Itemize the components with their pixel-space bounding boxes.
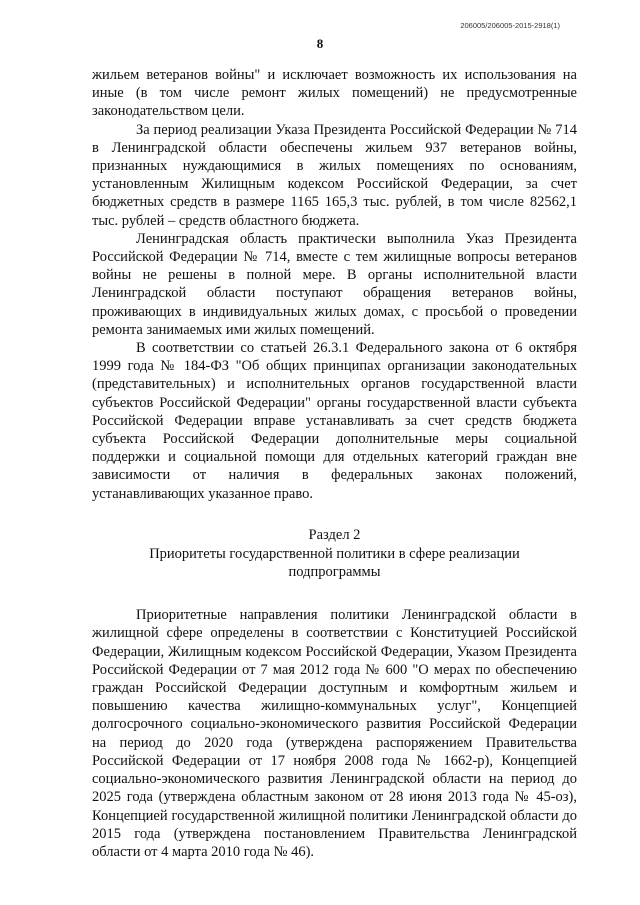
document-body (92, 66, 577, 861)
paragraph-priorities: Приоритетные направления политики Ленинградской области в жилищной сфере определены в соответствии с Конституцией Российской Федерации, Жилищным кодексом Российской Федерации, Указом Президента Российской Федерации от 7 мая 2012 года № 600 "О мерах по обеспечению граждан Российской Федерации доступным и комфортным жильем и повышению качества жилищно-коммунальных услуг", Концепцией долгосрочного социально-экономического развития Российской Федерации на период до 2020 года (утверждена распоряжением Правительства Российской Федерации от 17 ноября 2008 года № 1662-р), Концепцией социально-экономического развития Ленинградской области на период до 2025 года (утверждена областным законом от 28 июня 2013 года № 45-оз), Концепцией государственной жилищной политики Ленинградской области до 2015 года (утверждена постановлением Правительства Ленинградской области от 4 марта 2010 года № 46). (92, 607, 577, 860)
section-number: Раздел 2 (308, 526, 361, 543)
paragraph-decree-results: За период реализации Указа Президента Российской Федерации № 714 в Ленинградской области обеспечены жильем 937 ветеранов войны, признанных нуждающимися в жилых помещениях по основаниям, установленным Жилищным кодексом Российской Федерации, за счет бюджетных средств в размере 1165 165,3 тыс. рублей, в том числе 82562,1 тыс. рублей – средств областного бюджета. (92, 121, 577, 229)
document-code: 206005/206005-2015-2918(1) (460, 21, 560, 30)
section-heading (92, 526, 577, 582)
section-title-line1: Приоритеты государственной политики в сфере реализации (149, 545, 520, 562)
page-number: 8 (316, 36, 324, 51)
paragraph-federal-law: В соответствии со статьей 26.3.1 Федерального закона от 6 октября 1999 года № 184-ФЗ "Об общих принципах организации законодательных (представительных) и исполнительных органов государственной власти субъектов Российской Федерации" органы государственной власти субъекта Российской Федерации вправе устанавливать за счет средств бюджета субъекта Российской Федерации дополнительные меры социальной поддержки и социальной помощи для отдельных категорий граждан вне зависимости от наличия в федеральных законах положений, устанавливающих указанное право. (92, 340, 577, 502)
paragraph-housing-issues: Ленинградская область практически выполнила Указ Президента Российской Федерации № 714, вместе с тем жилищные вопросы ветеранов войны не решены в полной мере. В органы исполнительной власти Ленинградской области поступают обращения ветеранов войны, проживающих в индивидуальных жилых домах, с просьбой о проведении ремонта занимаемых ими жилых помещений. (92, 230, 577, 338)
paragraph-continuation: жильем ветеранов войны" и исключает возможность их использования на иные (в том числе ремонт жилых помещений) не предусмотренные законодательством цели. (92, 67, 577, 120)
section-title-line2: подпрограммы (288, 564, 381, 581)
